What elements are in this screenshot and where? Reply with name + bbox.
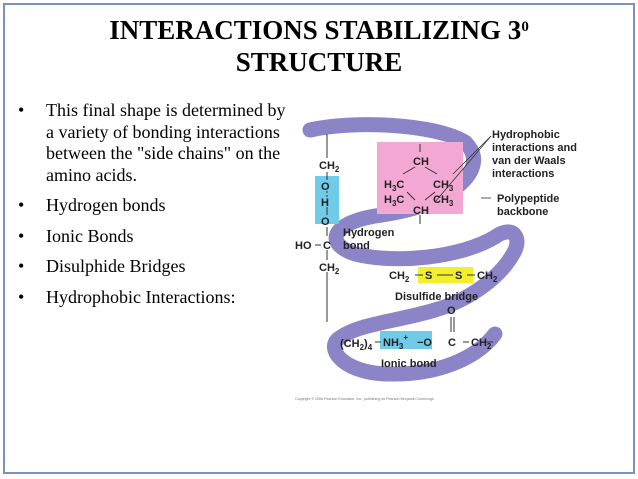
bullet-list [16, 100, 286, 317]
bullet-marker: • [18, 256, 25, 276]
bullet-item: • Disulphide Bridges [18, 256, 186, 276]
sulfur-left: S [425, 270, 433, 282]
label-ionic: Ionic bond [381, 358, 437, 370]
ch3-lower: $CH_3$ [433, 194, 454, 208]
ch-bottom: CH [413, 205, 429, 217]
bullet-item: • Ionic Bonds [18, 225, 134, 246]
bullet-item: • Hydrogen bonds [18, 195, 166, 215]
bullet-marker: • [18, 225, 25, 246]
oxygen-hbond: O [321, 216, 330, 228]
h3c-lower: $H_3C$ [384, 194, 405, 208]
slide-title [0, 14, 638, 78]
ch2-disulfide-left: $CH_2$ [389, 270, 410, 284]
h3c-upper: $H_3C$ [384, 179, 405, 193]
copyright-note: Copyright © 2008 Pearson Education, Inc., publishing as Pearson Benjamin Cummings. [295, 397, 435, 401]
title-line-1: INTERACTIONS STABILIZING $3^0$ [109, 15, 529, 45]
label-hydrophobic-3: van der Waals [492, 155, 566, 167]
label-hbond-1: Hydrogen [343, 227, 395, 239]
ch3-upper: $CH_3$ [433, 179, 454, 193]
carbonyl-o: O [447, 305, 456, 317]
label-hbond-2: bond [343, 240, 370, 252]
sulfur-right: S [455, 270, 463, 282]
protein-structure-diagram [285, 112, 620, 412]
carboxylate-o: −O [417, 337, 432, 349]
ch2-4-group: $(CH_2)_4$ [340, 338, 373, 352]
label-disulfide: Disulfide bridge [395, 291, 479, 303]
bullet-item: • This final shape is determined by a variety of bonding interactions between the "side chains" on the amino acids. [18, 100, 286, 185]
title-line-2: STRUCTURE [235, 47, 403, 77]
label-hydrophobic-4: interactions [492, 168, 555, 180]
carbon-left: C [323, 240, 331, 252]
label-backbone-2: backbone [497, 206, 549, 218]
bullet-marker: • [18, 195, 25, 215]
bullet-marker: • [18, 100, 25, 120]
bullet-item: • Hydrophobic Interactions: [18, 286, 236, 307]
label-hydrophobic-2: interactions and [492, 142, 577, 154]
ch2-left-bottom: $CH_2$ [319, 262, 340, 276]
ch2-left-top: $CH_2$ [319, 160, 340, 174]
ho-group: HO [295, 240, 312, 252]
label-backbone-1: Polypeptide [497, 193, 560, 205]
bullet-marker: • [18, 286, 25, 307]
label-hydrophobic-1: Hydrophobic [492, 129, 560, 141]
carbonyl-c: C [448, 337, 456, 349]
ch-top: CH [413, 156, 429, 168]
ch2-ionic: $CH_2$ [471, 337, 492, 351]
nh3-group: $NH_3^+$ [383, 333, 409, 351]
hydrogen-left: H [321, 197, 329, 209]
oxygen-left: O [321, 181, 330, 193]
ch2-disulfide-right: $CH_2$ [477, 270, 498, 284]
